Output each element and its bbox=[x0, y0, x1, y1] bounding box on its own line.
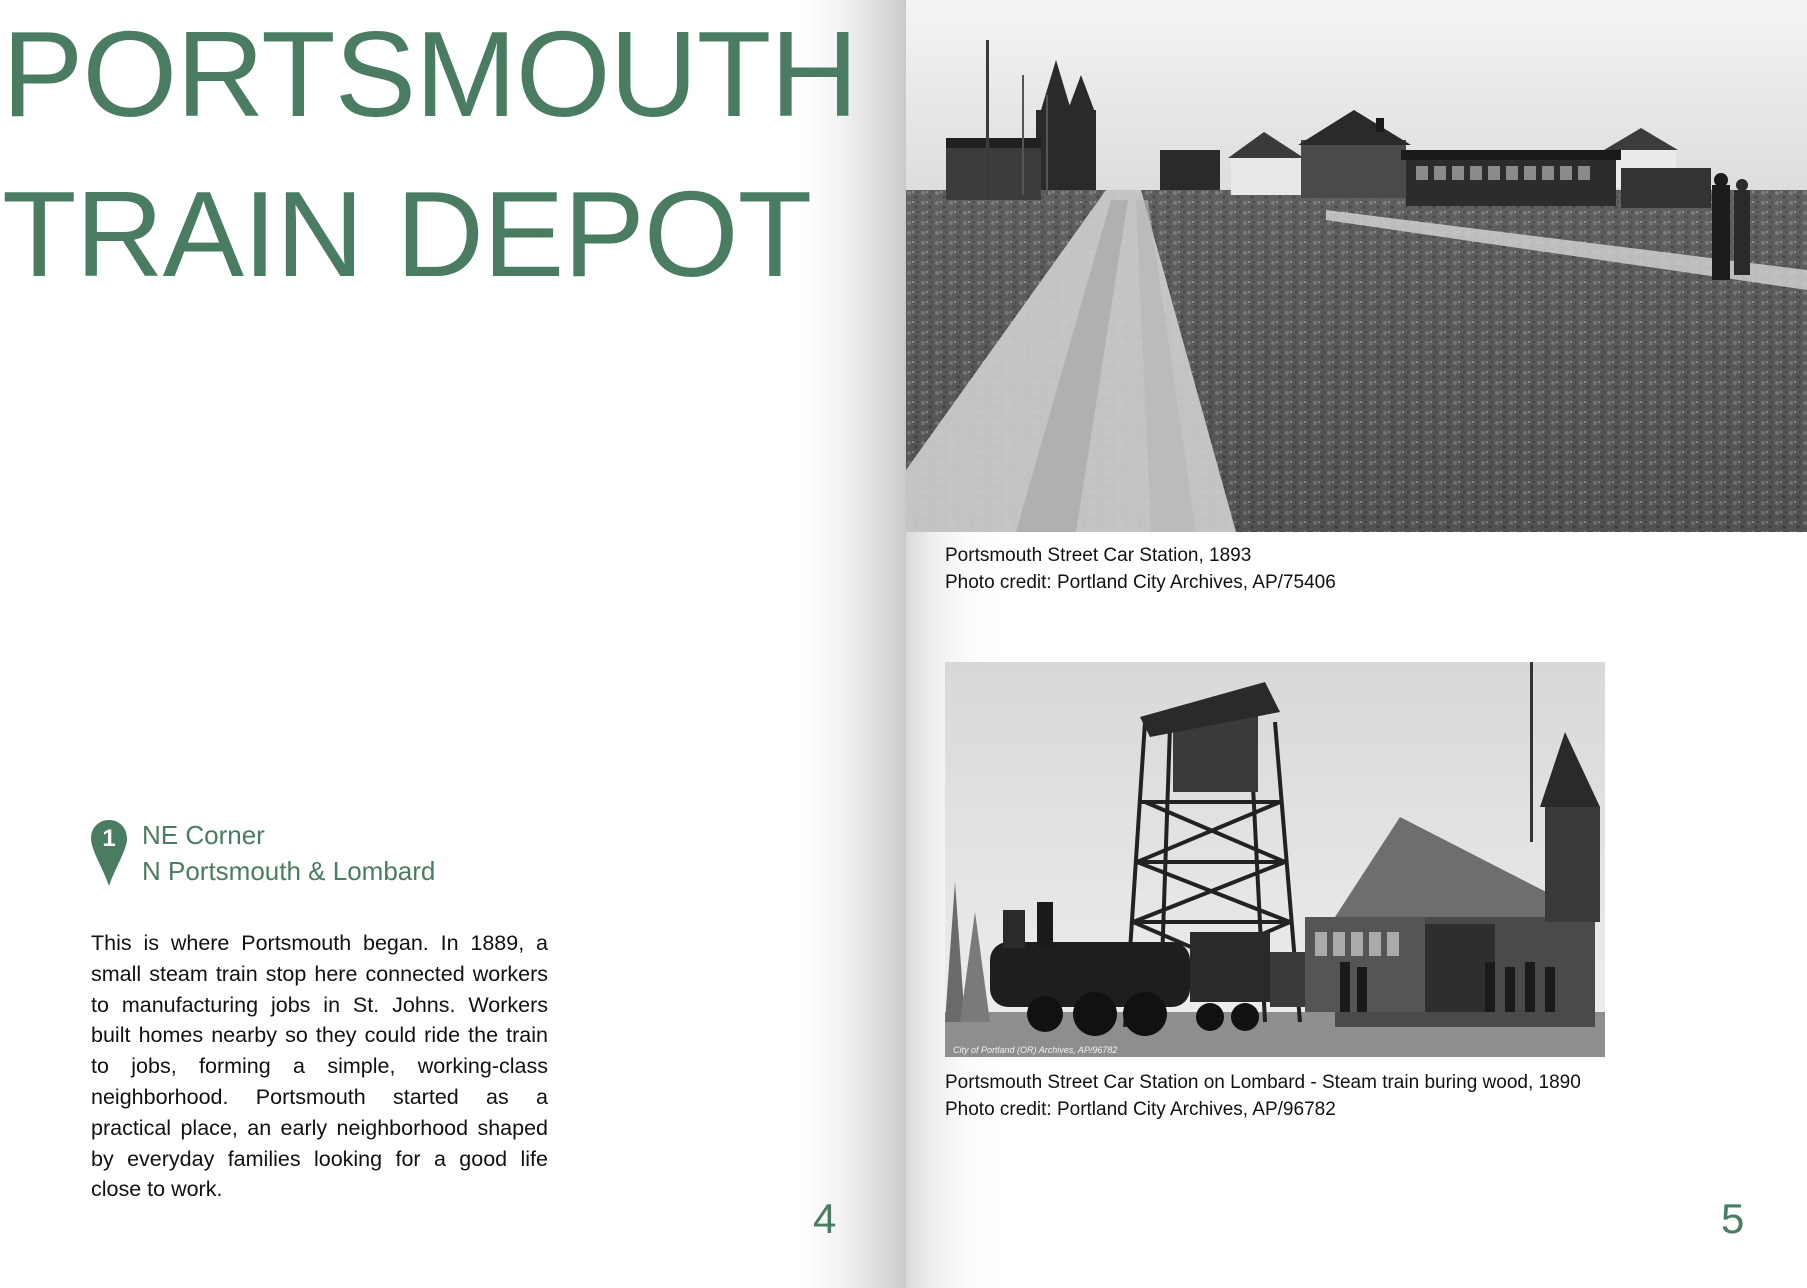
map-pin-icon bbox=[90, 819, 128, 887]
page-title bbox=[2, 0, 857, 314]
steam-train-photo bbox=[945, 662, 1605, 1057]
photo-2-credit: Photo credit: Portland City Archives, AP/96782 bbox=[945, 1098, 1336, 1120]
location-number: 1 bbox=[102, 825, 116, 852]
page-number-right: 5 bbox=[1721, 1195, 1745, 1242]
location-line-1: NE Corner bbox=[142, 820, 265, 850]
title-line-2: TRAIN DEPOT bbox=[2, 166, 812, 302]
location-address bbox=[142, 817, 435, 889]
photo-1-caption bbox=[945, 543, 1336, 596]
photo-2-caption bbox=[945, 1070, 1581, 1123]
right-page bbox=[906, 0, 1807, 1288]
photo-2-archive-stamp: City of Portland (OR) Archives, AP/96782 bbox=[953, 1045, 1118, 1055]
page-number-left: 4 bbox=[813, 1195, 837, 1242]
location-line-2: N Portsmouth & Lombard bbox=[142, 856, 436, 886]
title-line-1: PORTSMOUTH bbox=[2, 6, 858, 142]
body-paragraph: This is where Portsmouth began. In 1889, a small steam train stop here connected workers to manufacturing jobs in St. Johns. Workers built homes nearby so they could ride the train to jobs, forming a simple, working-class neighborhood. Portsmouth started as a practical place, an early neighborhood shaped by everyday families looking for a good life close to work. bbox=[91, 931, 548, 1202]
street-car-station-photo bbox=[906, 0, 1807, 532]
photo-2-title: Portsmouth Street Car Station on Lombard - Steam train buring wood, 1890 bbox=[945, 1072, 1581, 1093]
photo-1-credit: Photo credit: Portland City Archives, AP/75406 bbox=[945, 571, 1336, 593]
photo-1-title: Portsmouth Street Car Station, 1893 bbox=[945, 545, 1252, 566]
